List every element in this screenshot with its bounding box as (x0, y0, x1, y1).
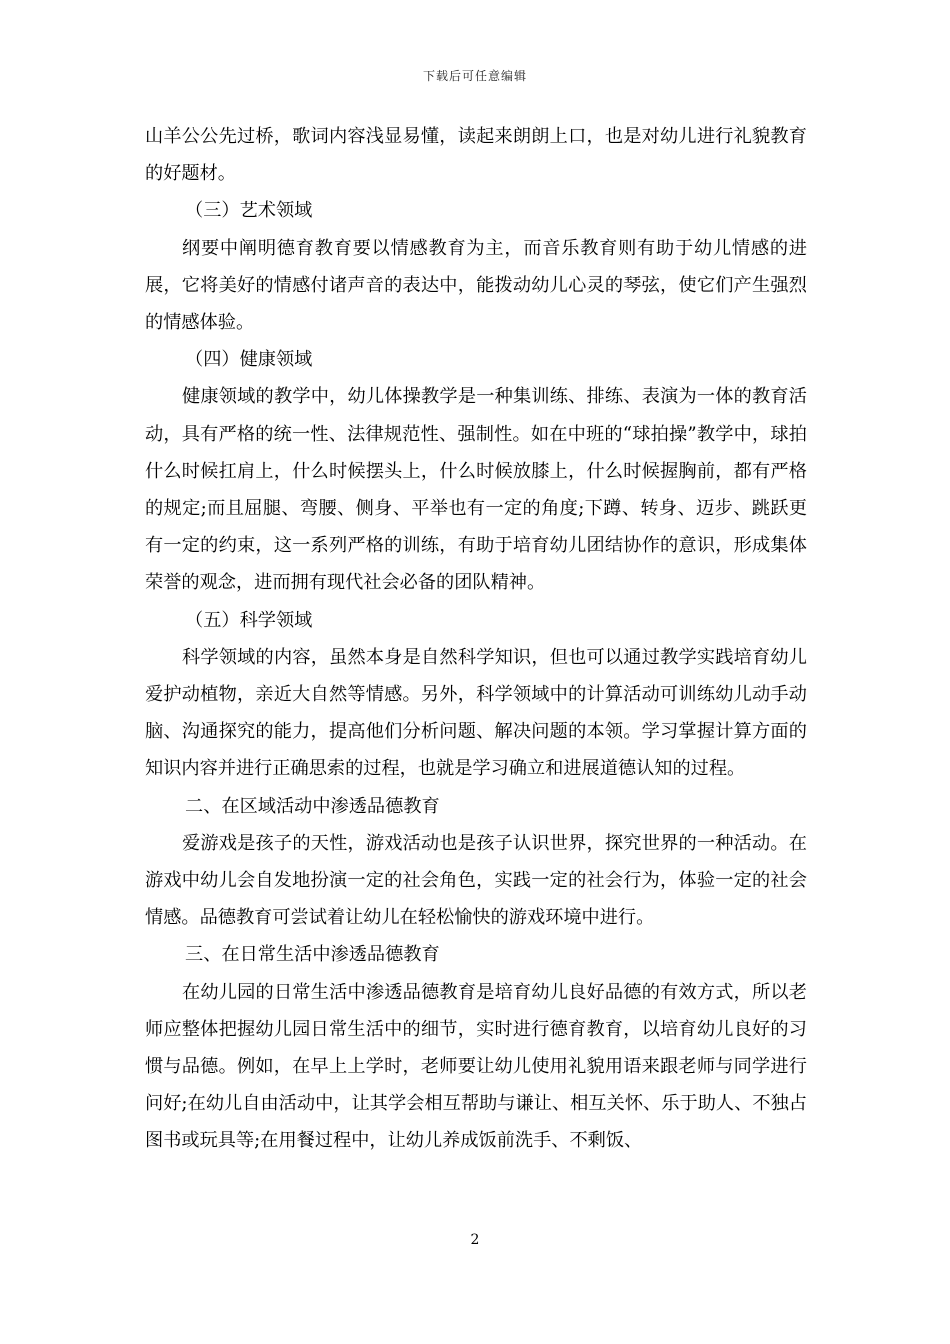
page-number: 2 (470, 1232, 480, 1248)
paragraph-health: 健康领域的教学中，幼儿体操教学是一种集训练、排练、表演为一体的教育活动，具有严格的统一性、法律规范性、强制性。如在中班的“球拍操”教学中，球拍什么时候扛肩上，什么时候摆头上，什么时候放膝上，什么时候握胸前，都有严格的规定;而且屈腿、弯腰、侧身、平举也有一定的角度;下蹲、转身、迈步、跳跃更有一定的约束，这一系列严格的训练，有助于培育幼儿团结协作的意识，形成集体荣誉的观念，进而拥有现代社会必备的团队精神。 (145, 386, 807, 594)
body-text (145, 118, 807, 1160)
paragraph-area-activity: 爱游戏是孩子的天性，游戏活动也是孩子认识世界，探究世界的一种活动。在游戏中幼儿会自发地扮演一定的社会角色，实践一定的社会行为，体验一定的社会情感。品德教育可尝试着让幼儿在轻松愉快的游戏环境中进行。 (145, 832, 807, 929)
paragraph-art: 纲要中阐明德育教育要以情感教育为主，而音乐教育则有助于幼儿情感的进展，它将美好的情感付诸声音的表达中，能拨动幼儿心灵的琴弦，使它们产生强烈的情感体验。 (145, 237, 807, 334)
section-heading-health: （四）健康领域 (185, 349, 313, 371)
section-heading-area-activity: 二、在区域活动中渗透品德教育 (185, 795, 440, 817)
section-heading-daily-life: 三、在日常生活中渗透品德教育 (185, 944, 440, 966)
section-heading-art: （三）艺术领域 (185, 200, 313, 222)
paragraph-science: 科学领域的内容，虽然本身是自然科学知识，但也可以通过教学实践培育幼儿爱护动植物，亲近大自然等情感。另外，科学领域中的计算活动可训练幼儿动手动脑、沟通探究的能力，提高他们分析问题、解决问题的本领。学习掌握计算方面的知识内容并进行正确思索的过程，也就是学习确立和进展道德认知的过程。 (145, 646, 807, 780)
paragraph-daily-life: 在幼儿园的日常生活中渗透品德教育是培育幼儿良好品德的有效方式，所以老师应整体把握幼儿园日常生活中的细节，实时进行德育教育，以培育幼儿良好的习惯与品德。例如，在早上上学时，老师要让幼儿使用礼貌用语来跟老师与同学进行问好;在幼儿自由活动中，让其学会相互帮助与谦让、相互关怀、乐于助人、不独占图书或玩具等;在用餐过程中，让幼儿养成饭前洗手、不剩饭、 (145, 981, 807, 1152)
section-heading-science: （五）科学领域 (185, 609, 313, 631)
page-header: 下载后可任意编辑 (422, 69, 527, 83)
paragraph-continued: 山羊公公先过桥，歌词内容浅显易懂，读起来朗朗上口，也是对幼儿进行礼貌教育的好题材。 (145, 126, 807, 185)
